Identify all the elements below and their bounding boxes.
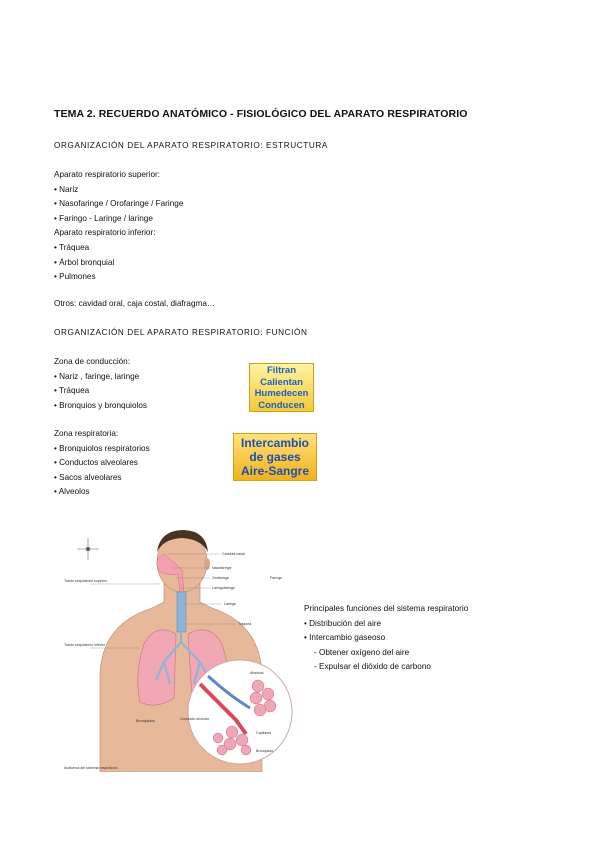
list-item: • Sacos alveolares (54, 472, 122, 482)
list-item: • Distribución del aire (304, 618, 382, 628)
figure-caption: Anatomía del sistema respiratorio (64, 766, 118, 770)
estructura-list (54, 168, 183, 285)
box-line: Conducen (258, 399, 305, 411)
list-item: • Nariz (54, 184, 79, 194)
respiratoria-list (54, 427, 150, 500)
alveoli-inset (188, 660, 292, 764)
list-item: • Tráquea (54, 242, 90, 252)
list-item: • Nasofaringe / Orofaringe / Faringe (54, 199, 184, 209)
box-line: Calientan (260, 376, 303, 388)
page-title: TEMA 2. RECUERDO ANATÓMICO - FISIOLÓGICO DEL APARATO RESPIRATORIO (54, 108, 468, 120)
list-item: • Conductos alveolares (54, 458, 138, 468)
conduccion-list (54, 355, 147, 413)
conduccion-label: Zona de conducción: (54, 357, 131, 366)
label-bronquiolos: Bronquiolos (136, 719, 155, 723)
label-tracto-superior: Tracto respiratorio superior (64, 579, 108, 583)
label-capilares: Capilares (256, 731, 272, 735)
funcion-heading: ORGANIZACIÓN DEL APARATO RESPIRATORIO: FUNCIÓN (54, 328, 308, 337)
list-subitem: - Expulsar el dióxido de carbono (314, 662, 431, 672)
label-alveolos: Alvéolos (250, 671, 264, 675)
superior-label: Aparato respiratorio superior: (54, 170, 161, 179)
list-item: • Alveolos (54, 487, 90, 497)
list-item: • Nariz , faringe, laringe (54, 371, 140, 381)
label-laringe: Laringe (224, 602, 236, 606)
list-item: • Pulmones (54, 272, 96, 282)
inferior-label: Aparato respiratorio inferior: (54, 228, 156, 238)
label-orofaringe: Orofaringe (212, 576, 229, 580)
list-item: • Faringo - Laringe / laringe (54, 213, 153, 223)
list-item: • Bronquiolos respiratorios (54, 443, 150, 453)
box-line: Aire-Sangre (240, 464, 310, 478)
label-bronquiolo: Bronquiolo (256, 749, 274, 753)
label-faringe: Faringe (270, 576, 283, 580)
box-line: Humedecen (254, 388, 309, 399)
label-laringofaringe: Laringofaringe (212, 586, 235, 590)
funciones-heading: Principales funciones del sistema respiratorio (304, 604, 469, 613)
list-item: • Tráquea (54, 386, 90, 396)
box-line: de gases (249, 450, 301, 464)
list-item: • Bronquios y bronquiolos (54, 400, 147, 410)
estructura-heading: ORGANIZACIÓN DEL APARATO RESPIRATORIO: ESTRUCTURA (54, 141, 328, 150)
conduccion-functions-box (249, 363, 314, 412)
label-nasofaringe: Nasofaringe (212, 566, 232, 570)
label-tracto-inferior: Tracto respiratorio inferior (64, 643, 106, 647)
intercambio-box (233, 433, 317, 481)
label-conducto-alveolar: Conducto alveolar (180, 717, 209, 721)
list-item: • Intercambio gaseoso (304, 633, 386, 643)
list-subitem: - Obtener oxígeno del aire (314, 647, 410, 657)
funciones-list (304, 602, 468, 675)
respiratory-anatomy-figure (60, 524, 298, 772)
list-item: • Árbol bronquial (54, 257, 115, 267)
label-cavidad-nasal: Cavidad nasal (222, 552, 245, 556)
box-line: Filtran (266, 365, 297, 376)
respiratoria-label: Zona respiratoria: (54, 429, 119, 438)
otros-text: Otros: cavidad oral, caja costal, diafragma… (54, 299, 216, 308)
box-line: Intercambio (240, 436, 309, 450)
label-traquea: Tráquea (238, 622, 252, 626)
